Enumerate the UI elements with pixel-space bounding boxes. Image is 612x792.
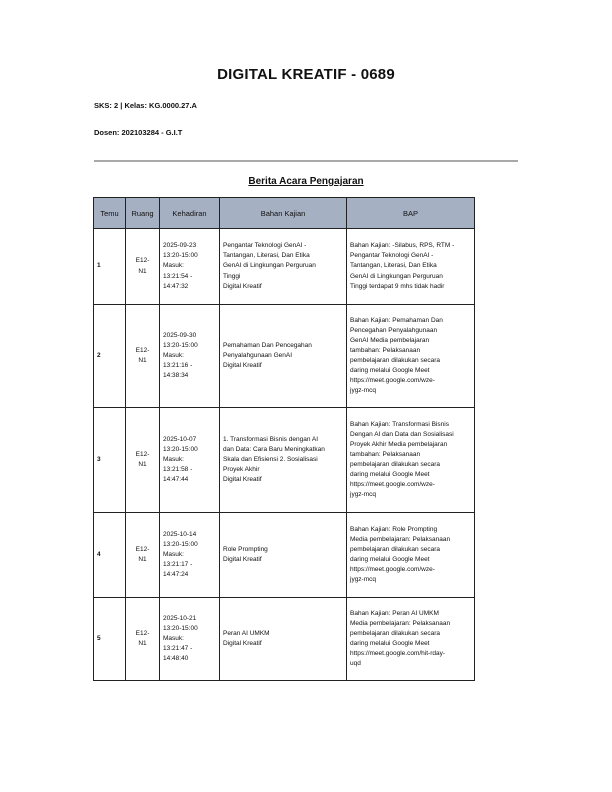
temu-cell: 2 bbox=[94, 305, 126, 408]
bap-cell: Bahan Kajian: Transformasi Bisnis Dengan AI dan Data dan Sosialisasi Proyek Akhir Media pembelajaran tambahan: Pelaksanaan pembelajaran dilakukan secara daring melalui Google Meet https://meet.google.com/wze- jygz-mcq bbox=[347, 408, 475, 513]
header-temu: Temu bbox=[94, 198, 126, 229]
table-row bbox=[94, 408, 475, 513]
ruang-cell: E12- N1 bbox=[126, 305, 160, 408]
bap-cell: Bahan Kajian: Pemahaman Dan Pencegahan Penyalahgunaan GenAI Media pembelajaran tambahan: Pelaksanaan pembelajaran dilakukan secara daring melalui Google Meet https://meet.google.com/wze- jygz-mcq bbox=[347, 305, 475, 408]
header-bap: BAP bbox=[347, 198, 475, 229]
bahan-kajian-cell: Role Prompting Digital Kreatif bbox=[220, 513, 347, 598]
ruang-cell: E12- N1 bbox=[126, 513, 160, 598]
kehadiran-cell: 2025-09-23 13:20-15:00 Masuk: 13:21:54 - 14:47:32 bbox=[160, 229, 220, 305]
section-divider bbox=[94, 160, 518, 162]
dosen-info: Dosen: 202103284 - G.I.T bbox=[94, 128, 183, 137]
document-title: DIGITAL KREATIF - 0689 bbox=[217, 66, 395, 83]
header-kehadiran: Kehadiran bbox=[160, 198, 220, 229]
temu-cell: 5 bbox=[94, 598, 126, 681]
sks-kelas-info: SKS: 2 | Kelas: KG.0000.27.A bbox=[94, 101, 197, 110]
table-row bbox=[94, 229, 475, 305]
table-row bbox=[94, 305, 475, 408]
table-row bbox=[94, 598, 475, 681]
table-header-row bbox=[94, 198, 475, 229]
bap-table bbox=[93, 197, 475, 681]
kehadiran-cell: 2025-10-07 13:20-15:00 Masuk: 13:21:58 - 14:47:44 bbox=[160, 408, 220, 513]
header-ruang: Ruang bbox=[126, 198, 160, 229]
temu-cell: 4 bbox=[94, 513, 126, 598]
bahan-kajian-cell: 1. Transformasi Bisnis dengan AI dan Data: Cara Baru Meningkatkan Skala dan Efisiensi 2. Sosialisasi Proyek Akhir Digital Kreatif bbox=[220, 408, 347, 513]
kehadiran-cell: 2025-09-30 13:20-15:00 Masuk: 13:21:16 - 14:38:34 bbox=[160, 305, 220, 408]
bap-cell: Bahan Kajian: -Silabus, RPS, RTM - Pengantar Teknologi GenAI - Tantangan, Literasi, Dan Etika GenAI di Lingkungan Perguruan Tinggi terdapat 9 mhs tidak hadir bbox=[347, 229, 475, 305]
bahan-kajian-cell: Pemahaman Dan Pencegahan Penyalahgunaan GenAI Digital Kreatif bbox=[220, 305, 347, 408]
kehadiran-cell: 2025-10-14 13:20-15:00 Masuk: 13:21:17 - 14:47:24 bbox=[160, 513, 220, 598]
temu-cell: 1 bbox=[94, 229, 126, 305]
temu-cell: 3 bbox=[94, 408, 126, 513]
ruang-cell: E12- N1 bbox=[126, 229, 160, 305]
kehadiran-cell: 2025-10-21 13:20-15:00 Masuk: 13:21:47 - 14:48:40 bbox=[160, 598, 220, 681]
header-bahan-kajian: Bahan Kajian bbox=[220, 198, 347, 229]
bahan-kajian-cell: Peran AI UMKM Digital Kreatif bbox=[220, 598, 347, 681]
bap-cell: Bahan Kajian: Role Prompting Media pembelajaran: Pelaksanaan pembelajaran dilakukan secara daring melalui Google Meet https://meet.google.com/wze- jygz-mcq bbox=[347, 513, 475, 598]
ruang-cell: E12- N1 bbox=[126, 598, 160, 681]
bap-cell: Bahan Kajian: Peran AI UMKM Media pembelajaran: Pelaksanaan pembelajaran dilakukan secara daring melalui Google Meet https://meet.google.com/hit-rday- uqd bbox=[347, 598, 475, 681]
table-row bbox=[94, 513, 475, 598]
table-title: Berita Acara Pengajaran bbox=[248, 176, 364, 187]
bahan-kajian-cell: Pengantar Teknologi GenAI - Tantangan, Literasi, Dan Etika GenAI di Lingkungan Perguruan Tinggi Digital Kreatif bbox=[220, 229, 347, 305]
ruang-cell: E12- N1 bbox=[126, 408, 160, 513]
